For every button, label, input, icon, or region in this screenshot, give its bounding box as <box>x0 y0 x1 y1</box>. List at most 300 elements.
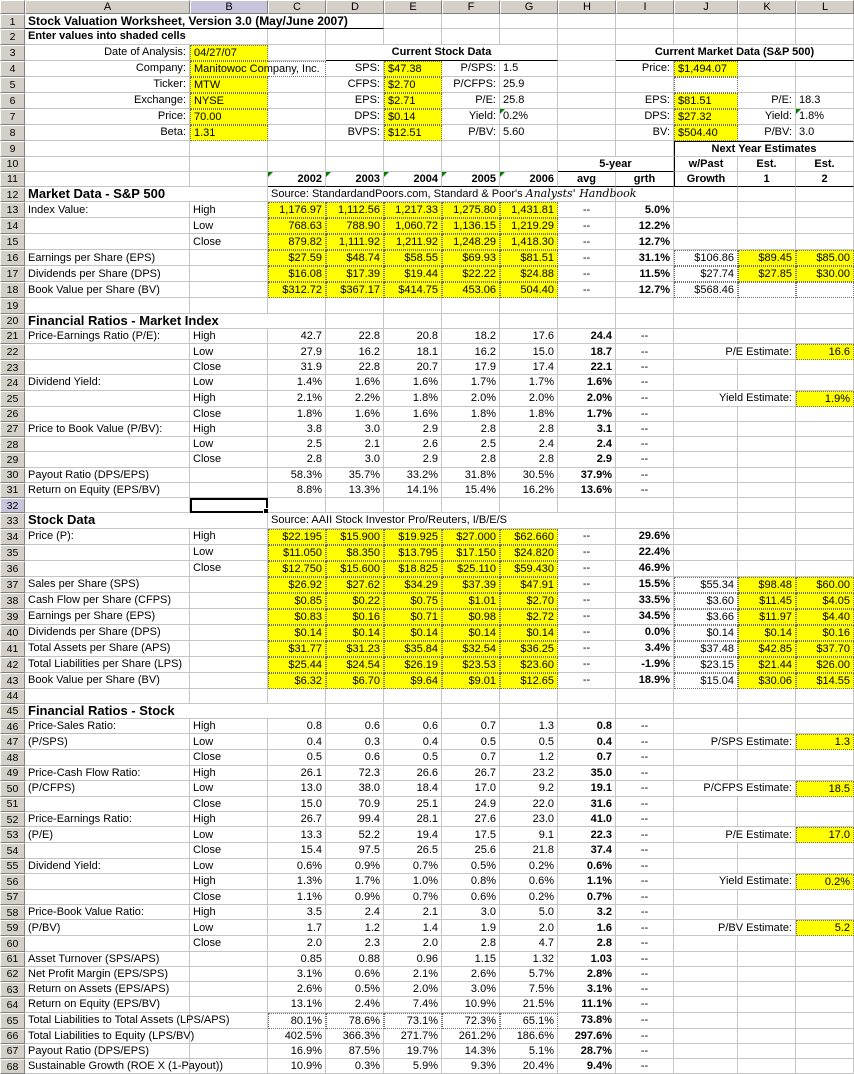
cell-J10[interactable]: w/Past <box>674 157 738 172</box>
cell-C58[interactable]: 3.5 <box>268 905 326 920</box>
cell-J39[interactable]: $3.66 <box>674 609 738 625</box>
cell-I27[interactable]: -- <box>616 422 674 437</box>
cell-C3[interactable] <box>268 45 326 61</box>
cell-G55[interactable]: 0.2% <box>500 859 558 874</box>
cell-L64[interactable] <box>796 997 854 1012</box>
cell-H48[interactable]: 0.7 <box>558 750 616 765</box>
cell-I2[interactable] <box>616 29 674 44</box>
cell-E23[interactable]: 20.7 <box>384 360 442 375</box>
cell-D58[interactable]: 2.4 <box>326 905 384 920</box>
cell-D4[interactable]: SPS: <box>326 61 384 77</box>
cell-G20[interactable] <box>500 314 558 329</box>
cell-D68[interactable]: 0.3% <box>326 1059 384 1074</box>
cell-L43[interactable]: $14.55 <box>796 673 854 689</box>
cell-E27[interactable]: 2.9 <box>384 422 442 437</box>
cell-J19[interactable] <box>674 298 738 313</box>
row-header-64[interactable]: 64 <box>0 997 25 1012</box>
column-header-G[interactable]: G <box>500 0 558 14</box>
cell-G28[interactable]: 2.4 <box>500 437 558 452</box>
cell-B41[interactable] <box>190 641 268 657</box>
cell-F4[interactable]: P/SPS: <box>442 61 500 77</box>
cell-F67[interactable]: 14.3% <box>442 1044 500 1059</box>
cell-H34[interactable]: -- <box>558 529 616 545</box>
cell-A55[interactable]: Dividend Yield: <box>25 859 190 874</box>
cell-B36[interactable]: Close <box>190 561 268 577</box>
cell-J13[interactable] <box>674 202 738 218</box>
cell-I28[interactable]: -- <box>616 437 674 452</box>
cell-E18[interactable]: $414.75 <box>384 282 442 298</box>
cell-A6[interactable]: Exchange: <box>25 93 190 109</box>
cell-E36[interactable]: $18.825 <box>384 561 442 577</box>
cell-A65[interactable]: Total Liabilities to Total Assets (LPS/APS) <box>25 1013 190 1029</box>
cell-C14[interactable]: 768.63 <box>268 218 326 234</box>
cell-F65[interactable]: 72.3% <box>442 1013 500 1029</box>
cell-I66[interactable]: -- <box>616 1029 674 1044</box>
cell-I62[interactable]: -- <box>616 967 674 982</box>
cell-K51[interactable] <box>738 797 796 812</box>
cell-L13[interactable] <box>796 202 854 218</box>
cell-F25[interactable]: 2.0% <box>442 391 500 407</box>
cell-F47[interactable]: 0.5 <box>442 734 500 750</box>
cell-E4[interactable]: $47.38 <box>384 61 442 77</box>
cell-F56[interactable]: 0.8% <box>442 874 500 890</box>
cell-G30[interactable]: 30.5% <box>500 468 558 483</box>
cell-B22[interactable]: Low <box>190 344 268 360</box>
cell-B5[interactable]: MTW <box>190 77 268 93</box>
cell-A9[interactable] <box>25 141 190 157</box>
cell-G10[interactable] <box>500 157 558 172</box>
cell-E53[interactable]: 19.4 <box>384 827 442 843</box>
cell-G45[interactable] <box>500 704 558 719</box>
row-header-42[interactable]: 42 <box>0 657 25 673</box>
row-header-44[interactable]: 44 <box>0 689 25 704</box>
cell-H29[interactable]: 2.9 <box>558 452 616 467</box>
cell-C2[interactable] <box>268 29 326 44</box>
cell-E62[interactable]: 2.1% <box>384 967 442 982</box>
cell-J60[interactable] <box>674 936 738 951</box>
cell-K55[interactable] <box>738 859 796 874</box>
cell-E25[interactable]: 1.8% <box>384 391 442 407</box>
cell-C21[interactable]: 42.7 <box>268 329 326 344</box>
cell-E21[interactable]: 20.8 <box>384 329 442 344</box>
cell-I36[interactable]: 46.9% <box>616 561 674 577</box>
cell-C51[interactable]: 15.0 <box>268 797 326 812</box>
cell-H30[interactable]: 37.9% <box>558 468 616 483</box>
cell-D56[interactable]: 1.7% <box>326 874 384 890</box>
cell-H51[interactable]: 31.6 <box>558 797 616 812</box>
cell-C19[interactable] <box>268 298 326 313</box>
cell-D36[interactable]: $15.600 <box>326 561 384 577</box>
cell-A7[interactable]: Price: <box>25 109 190 125</box>
cell-K44[interactable] <box>738 689 796 704</box>
cell-A25[interactable] <box>25 391 190 407</box>
cell-D10[interactable] <box>326 157 384 172</box>
cell-G67[interactable]: 5.1% <box>500 1044 558 1059</box>
row-header-51[interactable]: 51 <box>0 797 25 812</box>
cell-K61[interactable] <box>738 952 796 967</box>
cell-B10[interactable] <box>190 157 268 172</box>
cell-F32[interactable] <box>442 498 500 513</box>
cell-F36[interactable]: $25.110 <box>442 561 500 577</box>
row-header-58[interactable]: 58 <box>0 905 25 920</box>
cell-B49[interactable]: High <box>190 766 268 781</box>
cell-K4[interactable] <box>738 61 796 77</box>
cell-J56[interactable]: Yield Estimate: <box>674 874 796 890</box>
row-header-47[interactable]: 47 <box>0 734 25 750</box>
column-header-K[interactable]: K <box>738 0 796 14</box>
cell-B62[interactable] <box>190 967 268 982</box>
cell-H1[interactable] <box>558 14 616 29</box>
cell-J54[interactable] <box>674 843 738 858</box>
cell-C37[interactable]: $26.92 <box>268 577 326 593</box>
cell-H32[interactable] <box>558 498 616 513</box>
cell-D3[interactable]: Current Stock Data <box>326 45 558 61</box>
cell-F17[interactable]: $22.22 <box>442 266 500 282</box>
cell-B48[interactable]: Close <box>190 750 268 765</box>
cell-L48[interactable] <box>796 750 854 765</box>
cell-L35[interactable] <box>796 545 854 561</box>
cell-E29[interactable]: 2.9 <box>384 452 442 467</box>
cell-H62[interactable]: 2.8% <box>558 967 616 982</box>
cell-J59[interactable]: P/BV Estimate: <box>674 920 796 936</box>
row-header-60[interactable]: 60 <box>0 936 25 951</box>
cell-C53[interactable]: 13.3 <box>268 827 326 843</box>
cell-B63[interactable] <box>190 982 268 997</box>
cell-D32[interactable] <box>326 498 384 513</box>
cell-D31[interactable]: 13.3% <box>326 483 384 498</box>
cell-L32[interactable] <box>796 498 854 513</box>
cell-C13[interactable]: 1,176.97 <box>268 202 326 218</box>
cell-B37[interactable] <box>190 577 268 593</box>
cell-C52[interactable]: 26.7 <box>268 812 326 827</box>
cell-A52[interactable]: Price-Earnings Ratio: <box>25 812 190 827</box>
cell-A49[interactable]: Price-Cash Flow Ratio: <box>25 766 190 781</box>
cell-J14[interactable] <box>674 218 738 234</box>
cell-E2[interactable] <box>384 29 442 44</box>
cell-K49[interactable] <box>738 766 796 781</box>
cell-K24[interactable] <box>738 375 796 390</box>
cell-D13[interactable]: 1,112.56 <box>326 202 384 218</box>
cell-I24[interactable]: -- <box>616 375 674 390</box>
cell-J48[interactable] <box>674 750 738 765</box>
cell-H68[interactable]: 9.4% <box>558 1059 616 1074</box>
cell-A57[interactable] <box>25 890 190 905</box>
cell-K23[interactable] <box>738 360 796 375</box>
cell-C66[interactable]: 402.5% <box>268 1029 326 1044</box>
cell-B38[interactable] <box>190 593 268 609</box>
cell-L39[interactable]: $4.40 <box>796 609 854 625</box>
cell-B51[interactable]: Close <box>190 797 268 812</box>
cell-J38[interactable]: $3.60 <box>674 593 738 609</box>
row-header-8[interactable]: 8 <box>0 125 25 141</box>
cell-I35[interactable]: 22.4% <box>616 545 674 561</box>
cell-D37[interactable]: $27.62 <box>326 577 384 593</box>
cell-L45[interactable] <box>796 704 854 719</box>
cell-J30[interactable] <box>674 468 738 483</box>
cell-J32[interactable] <box>674 498 738 513</box>
cell-H4[interactable] <box>558 61 616 77</box>
cell-J46[interactable] <box>674 719 738 734</box>
cell-I26[interactable]: -- <box>616 407 674 422</box>
cell-J26[interactable] <box>674 407 738 422</box>
row-header-54[interactable]: 54 <box>0 843 25 858</box>
cell-C12[interactable]: Source: StandardandPoors.com, Standard & Poor's Analysts' Handbook <box>268 187 616 202</box>
cell-H63[interactable]: 3.1% <box>558 982 616 997</box>
cell-C15[interactable]: 879.82 <box>268 234 326 250</box>
cell-F45[interactable] <box>442 704 500 719</box>
cell-B40[interactable] <box>190 625 268 641</box>
cell-I19[interactable] <box>616 298 674 313</box>
row-header-26[interactable]: 26 <box>0 407 25 422</box>
cell-L40[interactable]: $0.16 <box>796 625 854 641</box>
row-header-35[interactable]: 35 <box>0 545 25 561</box>
cell-F5[interactable]: P/CFPS: <box>442 77 500 93</box>
cell-B30[interactable] <box>190 468 268 483</box>
cell-F34[interactable]: $27.000 <box>442 529 500 545</box>
cell-L47[interactable]: 1.3 <box>796 734 854 750</box>
cell-F51[interactable]: 24.9 <box>442 797 500 812</box>
cell-F15[interactable]: 1,248.29 <box>442 234 500 250</box>
cell-A26[interactable] <box>25 407 190 422</box>
cell-E49[interactable]: 26.6 <box>384 766 442 781</box>
cell-D57[interactable]: 0.9% <box>326 890 384 905</box>
row-header-11[interactable]: 11 <box>0 172 25 187</box>
cell-J23[interactable] <box>674 360 738 375</box>
cell-I5[interactable] <box>616 77 674 93</box>
cell-H9[interactable] <box>558 141 616 157</box>
cell-K6[interactable]: P/E: <box>738 93 796 109</box>
cell-C10[interactable] <box>268 157 326 172</box>
cell-J58[interactable] <box>674 905 738 920</box>
cell-L59[interactable]: 5.2 <box>796 920 854 936</box>
cell-B24[interactable]: Low <box>190 375 268 390</box>
cell-I25[interactable]: -- <box>616 391 674 407</box>
cell-E65[interactable]: 73.1% <box>384 1013 442 1029</box>
cell-E24[interactable]: 1.6% <box>384 375 442 390</box>
cell-H61[interactable]: 1.03 <box>558 952 616 967</box>
cell-D15[interactable]: 1,111.92 <box>326 234 384 250</box>
cell-D14[interactable]: 788.90 <box>326 218 384 234</box>
cell-J25[interactable]: Yield Estimate: <box>674 391 796 407</box>
cell-J34[interactable] <box>674 529 738 545</box>
column-header-C[interactable]: C <box>268 0 326 14</box>
cell-F37[interactable]: $37.39 <box>442 577 500 593</box>
cell-L27[interactable] <box>796 422 854 437</box>
row-header-12[interactable]: 12 <box>0 187 25 202</box>
cell-I43[interactable]: 18.9% <box>616 673 674 689</box>
cell-J29[interactable] <box>674 452 738 467</box>
cell-H53[interactable]: 22.3 <box>558 827 616 843</box>
cell-J15[interactable] <box>674 234 738 250</box>
cell-K17[interactable]: $27.85 <box>738 266 796 282</box>
cell-H47[interactable]: 0.4 <box>558 734 616 750</box>
cell-A20[interactable]: Financial Ratios - Market Index <box>25 314 326 329</box>
column-header-J[interactable]: J <box>674 0 738 14</box>
cell-I58[interactable]: -- <box>616 905 674 920</box>
cell-B56[interactable]: High <box>190 874 268 890</box>
cell-H59[interactable]: 1.6 <box>558 920 616 936</box>
cell-G61[interactable]: 1.32 <box>500 952 558 967</box>
cell-J61[interactable] <box>674 952 738 967</box>
cell-B52[interactable]: High <box>190 812 268 827</box>
cell-L1[interactable] <box>796 14 854 29</box>
cell-A60[interactable] <box>25 936 190 951</box>
cell-D63[interactable]: 0.5% <box>326 982 384 997</box>
cell-J8[interactable]: $504.40 <box>674 125 738 141</box>
cell-F11[interactable]: 2005 <box>442 172 500 187</box>
cell-G29[interactable]: 2.8 <box>500 452 558 467</box>
cell-K40[interactable]: $0.14 <box>738 625 796 641</box>
cell-J20[interactable] <box>674 314 738 329</box>
cell-B68[interactable] <box>190 1059 268 1074</box>
cell-C25[interactable]: 2.1% <box>268 391 326 407</box>
cell-B28[interactable]: Low <box>190 437 268 452</box>
cell-D41[interactable]: $31.23 <box>326 641 384 657</box>
cell-G2[interactable] <box>500 29 558 44</box>
cell-G41[interactable]: $36.25 <box>500 641 558 657</box>
cell-H49[interactable]: 35.0 <box>558 766 616 781</box>
cell-G31[interactable]: 16.2% <box>500 483 558 498</box>
row-header-48[interactable]: 48 <box>0 750 25 765</box>
cell-D65[interactable]: 78.6% <box>326 1013 384 1029</box>
cell-E11[interactable]: 2004 <box>384 172 442 187</box>
cell-K32[interactable] <box>738 498 796 513</box>
cell-B39[interactable] <box>190 609 268 625</box>
row-header-18[interactable]: 18 <box>0 282 25 298</box>
cell-C31[interactable]: 8.8% <box>268 483 326 498</box>
cell-B58[interactable]: High <box>190 905 268 920</box>
cell-H28[interactable]: 2.4 <box>558 437 616 452</box>
cell-I16[interactable]: 31.1% <box>616 250 674 266</box>
cell-L14[interactable] <box>796 218 854 234</box>
row-header-28[interactable]: 28 <box>0 437 25 452</box>
cell-D35[interactable]: $8.350 <box>326 545 384 561</box>
cell-B50[interactable]: Low <box>190 781 268 797</box>
cell-F52[interactable]: 27.6 <box>442 812 500 827</box>
cell-B53[interactable]: Low <box>190 827 268 843</box>
cell-I49[interactable]: -- <box>616 766 674 781</box>
cell-D8[interactable]: BVPS: <box>326 125 384 141</box>
cell-E44[interactable] <box>384 689 442 704</box>
cell-A10[interactable] <box>25 157 190 172</box>
cell-I31[interactable]: -- <box>616 483 674 498</box>
cell-H15[interactable]: -- <box>558 234 616 250</box>
cell-L22[interactable]: 16.6 <box>796 344 854 360</box>
cell-J62[interactable] <box>674 967 738 982</box>
row-header-63[interactable]: 63 <box>0 982 25 997</box>
cell-G26[interactable]: 1.8% <box>500 407 558 422</box>
cell-F29[interactable]: 2.8 <box>442 452 500 467</box>
cell-J55[interactable] <box>674 859 738 874</box>
cell-F49[interactable]: 26.7 <box>442 766 500 781</box>
cell-I47[interactable]: -- <box>616 734 674 750</box>
cell-H37[interactable]: -- <box>558 577 616 593</box>
cell-I40[interactable]: 0.0% <box>616 625 674 641</box>
cell-B23[interactable]: Close <box>190 360 268 375</box>
cell-H46[interactable]: 0.8 <box>558 719 616 734</box>
cell-K58[interactable] <box>738 905 796 920</box>
cell-K30[interactable] <box>738 468 796 483</box>
cell-K65[interactable] <box>738 1013 796 1029</box>
cell-J27[interactable] <box>674 422 738 437</box>
cell-I54[interactable]: -- <box>616 843 674 858</box>
cell-F26[interactable]: 1.8% <box>442 407 500 422</box>
cell-G36[interactable]: $59.430 <box>500 561 558 577</box>
cell-E10[interactable] <box>384 157 442 172</box>
cell-C55[interactable]: 0.6% <box>268 859 326 874</box>
cell-A46[interactable]: Price-Sales Ratio: <box>25 719 190 734</box>
cell-H8[interactable] <box>558 125 616 141</box>
cell-G6[interactable]: 25.8 <box>500 93 558 109</box>
cell-A58[interactable]: Price-Book Value Ratio: <box>25 905 190 920</box>
cell-K8[interactable]: P/BV: <box>738 125 796 141</box>
cell-I33[interactable] <box>616 513 674 528</box>
cell-E32[interactable] <box>384 498 442 513</box>
cell-B57[interactable]: Close <box>190 890 268 905</box>
cell-E64[interactable]: 7.4% <box>384 997 442 1012</box>
cell-A38[interactable]: Cash Flow per Share (CFPS) <box>25 593 190 609</box>
row-header-10[interactable]: 10 <box>0 157 25 172</box>
cell-F58[interactable]: 3.0 <box>442 905 500 920</box>
cell-L66[interactable] <box>796 1029 854 1044</box>
cell-A68[interactable]: Sustainable Growth (ROE X (1-Payout)) <box>25 1059 190 1074</box>
cell-B61[interactable] <box>190 952 268 967</box>
row-header-13[interactable]: 13 <box>0 202 25 218</box>
cell-H57[interactable]: 0.7% <box>558 890 616 905</box>
cell-I45[interactable] <box>616 704 674 719</box>
cell-F22[interactable]: 16.2 <box>442 344 500 360</box>
cell-C68[interactable]: 10.9% <box>268 1059 326 1074</box>
row-header-29[interactable]: 29 <box>0 452 25 467</box>
row-header-6[interactable]: 6 <box>0 93 25 109</box>
cell-J17[interactable]: $27.74 <box>674 266 738 282</box>
cell-D61[interactable]: 0.88 <box>326 952 384 967</box>
cell-B43[interactable] <box>190 673 268 689</box>
cell-H10[interactable]: 5-year <box>558 157 674 172</box>
cell-G1[interactable] <box>500 14 558 29</box>
row-header-33[interactable]: 33 <box>0 513 25 528</box>
cell-H13[interactable]: -- <box>558 202 616 218</box>
cell-I30[interactable]: -- <box>616 468 674 483</box>
cell-E38[interactable]: $0.75 <box>384 593 442 609</box>
cell-K60[interactable] <box>738 936 796 951</box>
cell-F31[interactable]: 15.4% <box>442 483 500 498</box>
cell-J24[interactable] <box>674 375 738 390</box>
cell-L5[interactable] <box>796 77 854 93</box>
cell-H58[interactable]: 3.2 <box>558 905 616 920</box>
cell-D24[interactable]: 1.6% <box>326 375 384 390</box>
cell-I53[interactable]: -- <box>616 827 674 843</box>
cell-E48[interactable]: 0.5 <box>384 750 442 765</box>
cell-I65[interactable]: -- <box>616 1013 674 1029</box>
cell-F53[interactable]: 17.5 <box>442 827 500 843</box>
cell-D2[interactable] <box>326 29 384 44</box>
cell-J36[interactable] <box>674 561 738 577</box>
cell-B9[interactable] <box>190 141 268 157</box>
cell-B60[interactable]: Close <box>190 936 268 951</box>
cell-C29[interactable]: 2.8 <box>268 452 326 467</box>
cell-A34[interactable]: Price (P): <box>25 529 190 545</box>
column-header-E[interactable]: E <box>384 0 442 14</box>
cell-B7[interactable]: 70.00 <box>190 109 268 125</box>
cell-K1[interactable] <box>738 14 796 29</box>
cell-F38[interactable]: $1.01 <box>442 593 500 609</box>
cell-F60[interactable]: 2.8 <box>442 936 500 951</box>
cell-B67[interactable] <box>190 1044 268 1059</box>
cell-F46[interactable]: 0.7 <box>442 719 500 734</box>
cell-H41[interactable]: -- <box>558 641 616 657</box>
cell-A43[interactable]: Book Value per Share (BV) <box>25 673 190 689</box>
